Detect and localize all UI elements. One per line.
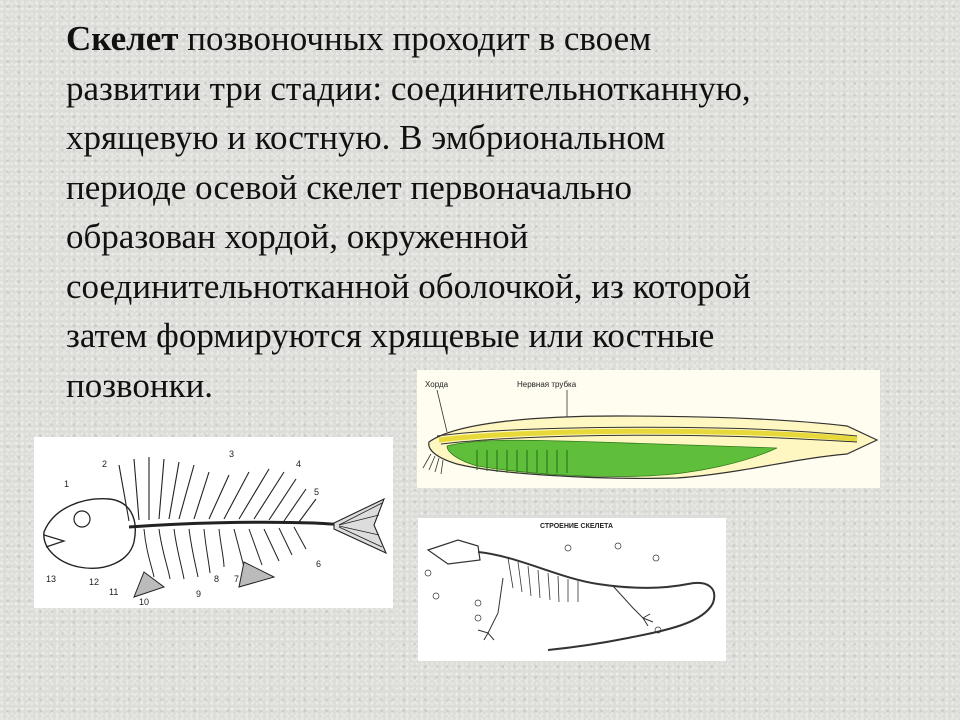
lizard-skeleton-diagram — [418, 518, 726, 661]
fish-num-3: 3 — [229, 449, 235, 459]
fish-num-12: 12 — [89, 577, 100, 587]
fish-num-1: 1 — [64, 479, 70, 489]
fish-num-4: 4 — [296, 459, 302, 469]
text-line-3: хрящевую и костную. В эмбриональном — [66, 118, 666, 157]
label-chorda: Хорда — [425, 380, 449, 389]
lizard-illustration — [418, 518, 726, 661]
fish-num-10: 10 — [139, 597, 150, 607]
fish-num-6: 6 — [316, 559, 322, 569]
text-line-1-rest: позвоночных проходит в своем — [178, 19, 652, 58]
text-line-6: соединительнотканной оболочкой, из которой — [66, 266, 751, 306]
slide-text — [66, 14, 926, 410]
fish-num-7: 7 — [234, 574, 240, 584]
text-line-8: позвонки. — [66, 365, 214, 405]
fish-num-2: 2 — [102, 459, 108, 469]
lancelet-diagram — [417, 370, 880, 488]
text-line-5: образован хордой, окруженной — [66, 217, 529, 256]
label-neural-tube: Нервная трубка — [517, 380, 577, 389]
lizard-title: СТРОЕНИЕ СКЕЛЕТА — [540, 523, 614, 530]
fish-illustration — [34, 437, 393, 608]
lancelet-illustration — [417, 370, 880, 488]
text-line-4: периоде осевой скелет первоначально — [66, 167, 632, 207]
fish-skeleton-diagram — [34, 437, 393, 608]
text-line-7: затем формируются хрящевые или костные — [66, 316, 715, 355]
fish-num-5: 5 — [314, 487, 320, 497]
fish-num-8: 8 — [214, 574, 220, 584]
fish-num-13: 13 — [46, 574, 57, 584]
text-line-2: развитии три стадии: соединительнотканную, — [66, 68, 751, 108]
lead-word: Скелет — [66, 19, 179, 58]
fish-num-9: 9 — [196, 589, 202, 599]
fish-num-11: 11 — [109, 587, 119, 597]
text-line-1 — [66, 14, 926, 64]
